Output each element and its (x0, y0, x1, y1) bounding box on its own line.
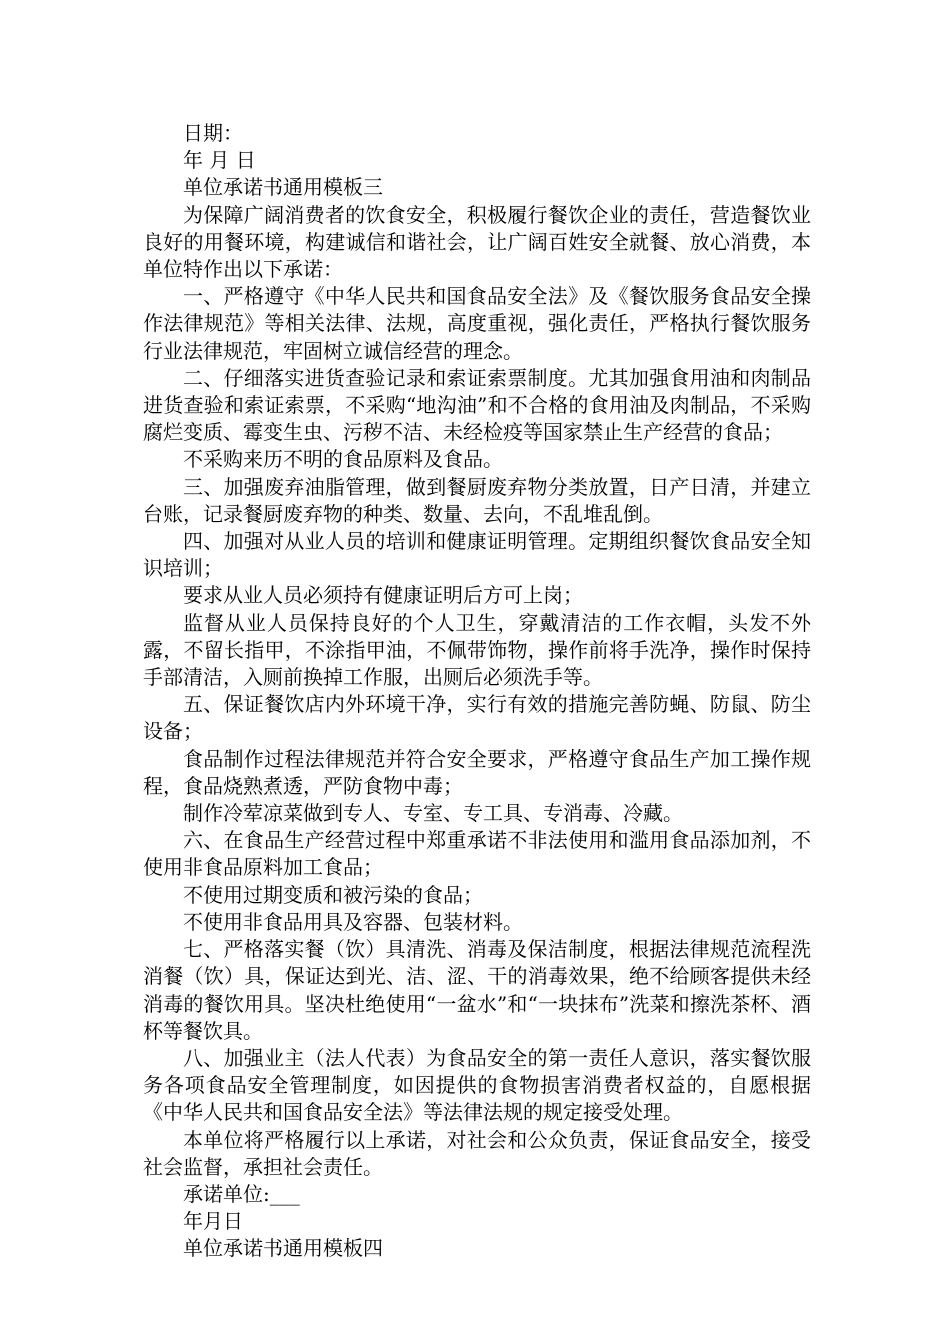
section-title-template-four: 单位承诺书通用模板四 (183, 1236, 383, 1261)
clause-four: 四、加强对从业人员的培训和健康证明管理。定期组织餐饮食品安全知识培训； (143, 529, 811, 581)
clause-five-process: 食品制作过程法律规范并符合安全要求，严格遵守食品生产加工操作规程，食品烧熟煮透，严防食物中毒； (143, 746, 811, 798)
clause-six: 六、在食品生产经营过程中郑重承诺不非法使用和滥用食品添加剂，不使用非食品原料加工食品； (143, 828, 811, 880)
clause-five: 五、保证餐饮店内外环境干净，实行有效的措施完善防蝇、防鼠、防尘设备； (143, 692, 811, 744)
clause-three: 三、加强废弃油脂管理，做到餐厨废弃物分类放置，日产日清，并建立台账，记录餐厨废弃物的种类、数量、去向，不乱堆乱倒。 (143, 474, 811, 526)
clause-five-cold-dishes: 制作冷荤凉菜做到专人、专室、专工具、专消毒、冷藏。 (183, 801, 683, 826)
clause-one: 一、严格遵守《中华人民共和国食品安全法》及《餐饮服务食品安全操作法律规范》等相关法律、法规，高度重视，强化责任，严格执行餐饮服务行业法律规范，牢固树立诚信经营的理念。 (143, 284, 811, 363)
intro-paragraph: 为保障广阔消费者的饮食安全，积极履行餐饮企业的责任，营造餐饮业良好的用餐环境，构建诚信和谐社会，让广阔百姓安全就餐、放心消费，本单位特作出以下承诺： (143, 202, 811, 282)
closing-statement: 本单位将严格履行以上承诺，对社会和公众负责，保证食品安全，接受社会监督，承担社会责任。 (143, 1127, 811, 1179)
clause-four-hygiene: 监督从业人员保持良好的个人卫生，穿戴清洁的工作衣帽，头发不外露，不留长指甲，不涂指甲油，不佩带饰物，操作前将手洗净，操作时保持手部清洁，入厕前换掉工作服，出厕后必须洗手等。 (143, 610, 811, 690)
date-line: 年 月 日 (183, 148, 256, 173)
signatory-line: 承诺单位:___ (183, 1181, 300, 1206)
clause-four-health-certificate: 要求从业人员必须持有健康证明后方可上岗； (183, 583, 583, 608)
date-label: 日期： (183, 121, 243, 145)
document-body (143, 120, 811, 1263)
clause-six-utensils: 不使用非食品用具及容器、包装材料。 (183, 909, 523, 934)
clause-six-expired: 不使用过期变质和被污染的食品； (183, 882, 483, 907)
signature-date: 年月日 (183, 1209, 243, 1234)
clause-two: 二、仔细落实进货查验记录和索证索票制度。尤其加强食用油和肉制品进货查验和索证索票，不采购“地沟油”和不合格的食用油及肉制品，不采购腐烂变质、霉变生虫、污秽不洁、未经检疫等国家禁止生产经营的食品； (143, 365, 811, 445)
section-title-template-three: 单位承诺书通用模板三 (183, 175, 383, 200)
clause-eight: 八、加强业主（法人代表）为食品安全的第一责任人意识，落实餐饮服务各项食品安全管理制度，如因提供的食物损害消费者权益的，自愿根据《中华人民共和国食品安全法》等法律法规的规定接受处理。 (143, 1045, 811, 1125)
clause-two-continued: 不采购来历不明的食品原料及食品。 (183, 447, 503, 472)
clause-seven: 七、严格落实餐（饮）具清洗、消毒及保洁制度，根据法律规范流程洗消餐（饮）具，保证达到光、洁、涩、干的消毒效果，绝不给顾客提供未经消毒的餐饮用具。坚决杜绝使用“一盆水”和“一块抹布”洗菜和擦洗茶杯、酒杯等餐饮具。 (143, 937, 811, 1043)
